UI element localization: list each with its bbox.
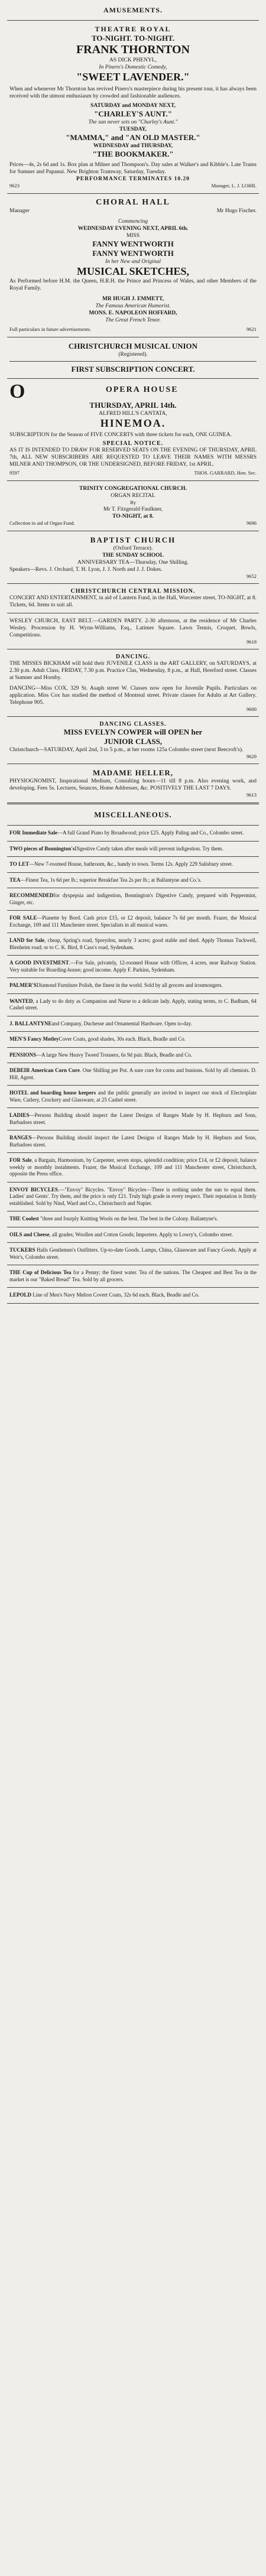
divider (7, 993, 259, 994)
classified-item (7, 936, 259, 952)
mission-body: CONCERT AND ENTERTAINMENT, in aid of Lantern Fund, in the Hall, Worcester street, TO-NIGHT, at 8. Tickets, 6d. Items to suit all. (9, 595, 257, 608)
baptist-title: BAPTIST CHURCH (90, 535, 176, 544)
theatre-play: "SWEET LAVENDER." (76, 71, 190, 83)
trinity-footer (9, 520, 257, 527)
classified-text: and the public generally are invited to inspect our stock of Electroplate Ware, Cutlery, Crockery and Glassware, at 25 Cashel street. (9, 1090, 257, 1103)
dancing-bickham: THE MISSES BICKHAM will hold their JUVENILE CLASS in the ART GALLERY, on SATURDAYS, at 2.30 p.m. Adult Class, FRIDAY, 7.30 p.m. Practice Clas, Wednesday, 8 p.m., at Hall, Hereford street. Classes at Sumner and Hornby. (9, 661, 257, 681)
classified-item (7, 1291, 259, 1300)
choral-emmett-desc: The Famous American Humorist. (95, 303, 171, 309)
classified-lead: LAND for Sale (9, 937, 45, 943)
opera-cantata: ALFRED HILL'S CANTATA, (99, 411, 167, 417)
classified-item (7, 1185, 259, 1209)
classified-text: —A full Grand Piano by Broadwood; price £25. Apply Paling and Co., Colombo street. (57, 830, 244, 836)
divider (7, 1107, 259, 1108)
classified-item (7, 1051, 259, 1060)
opera-footer (9, 470, 257, 476)
divider (7, 955, 259, 956)
heller-body: PHYSIOGNOMIST, Inspirational Medium, Consulting hours—11 till 8 p.m. Also evening work, and developing. Fees 5s. Lectures, Seances, Home Addresses, &c. POSITIVELY THE LAST 7 DAYS. (9, 778, 257, 791)
classified-lead: OILS and Cheese (9, 1231, 50, 1237)
theatre-manager: Manager, L. J. LOHR. (211, 183, 257, 189)
choral-date: WEDNESDAY EVENING NEXT, APRIL 6th. (77, 226, 189, 232)
classified-lead: FOR Sale (9, 1157, 32, 1163)
wesley-advert (7, 616, 259, 646)
classified-lead: PALMER'S (9, 982, 37, 988)
dancing-cox: DANCING—Miss COX, 329 St. Asaph street W. Classes now open for Juvenile Pupils. Particulars on application. Miss Cox has studied the method of Montreal street. Private classes for Adults at Art Gallery. Telephone 905. (9, 686, 257, 706)
theatre-play-intro: In Pinero's Domestic Comedy, (99, 64, 167, 70)
baptist-speakers: Speakers—Revs. J. Orchard, T. H. Lyon, J. J. North and J. J. Dokes. (9, 567, 163, 573)
theatre-tonight: TO-NIGHT. TO-NIGHT. (91, 34, 175, 43)
theatre-role: AS DICK PHENYL, (109, 57, 157, 63)
classified-text: .—"Envoy" Bicycles. "Envoy" Bicycles—There is nothing under the sun to equal them. Ladies' and Gents'. Try them, and the price is only £21. Truly high grade in every respect. Their reputation is firmly established. Sold by Nind, Ward and Co., Christchurch and Napier. (9, 1186, 257, 1206)
classified-lead: TEA (9, 876, 21, 883)
classified-item (7, 1019, 259, 1029)
classified-item (7, 860, 259, 869)
classified-lead: ENVOY BICYCLES (9, 1186, 59, 1193)
baptist-ref: 9652 (246, 573, 257, 579)
classified-item (7, 914, 259, 930)
divider (7, 378, 259, 379)
dancing-classes-advert (7, 720, 259, 761)
trinity-advert (7, 484, 259, 528)
misc-heading: MISCELLANEOUS. (94, 810, 172, 819)
choral-hall-advert (7, 197, 259, 334)
divider (7, 1182, 259, 1183)
opera-sec: THOS. GARRARD, Hon. Sec. (194, 470, 257, 476)
classified-text: —Persons Building should inspect the Latest Designs of Ranges Made by H. Hepburn and Sons, Barbadoes street. (9, 1112, 257, 1125)
classified-text: —Pianette by Bord. Cash price £15, or £2 deposit, balance 7s 6d per month. Frazer, the Musical Exchange, 109 and 111 Manchester street. Specialists in all musical wares. (9, 915, 257, 928)
trinity-when: TO-NIGHT, at 8. (112, 514, 154, 519)
classified-text: , a Lady to do duty as Companion and Nurse to a delicate lady. Apply, stating terms, to C. Badham, 64 Cashel street. (9, 998, 257, 1011)
opera-ref: 9597 (9, 470, 20, 476)
classified-item (7, 1230, 259, 1240)
choral-title: CHORAL HALL (96, 198, 170, 207)
newspaper-page (7, 0, 259, 1313)
classified-lead: THE Coolest (9, 1216, 39, 1222)
union-concert: FIRST SUBSCRIPTION CONCERT. (71, 365, 195, 373)
classified-lead: TWO pieces of Bonnington's (9, 845, 75, 852)
divider (7, 583, 259, 584)
divider (7, 1031, 259, 1032)
classified-lead: FOR SALE (9, 915, 37, 921)
choral-ref: 9621 (246, 326, 257, 332)
mission-title: CHRISTCHURCH CENTRAL MISSION. (70, 588, 196, 595)
dancing-classes-head: DANCING CLASSES. (99, 721, 167, 727)
classified-item (7, 1089, 259, 1105)
theatre-wed-thu: WEDNESDAY and THURSDAY, (93, 143, 173, 149)
divider (7, 910, 259, 911)
divider (7, 716, 259, 717)
divider (7, 1303, 259, 1304)
choral-manager-label: Manager (9, 208, 30, 214)
classified-item (7, 844, 259, 854)
trinity-collection: Collection in aid of Organ Fund. (9, 520, 75, 526)
classified-lead: A GOOD INVESTMENT (9, 960, 69, 966)
choral-miss: MISS (126, 233, 140, 239)
classified-text: .—For Sale, privately, 12-roomed House with Offices, 4 acres, near Railway Station. Very suitable for Boarding-house; good income. Apply F. Parkins, Sydenham. (9, 960, 257, 973)
opera-date: THURSDAY, APRIL 14th. (89, 401, 177, 410)
choral-hoffard: MONS. E. NAPOLEON HOFFARD, (89, 310, 177, 316)
theatre-ref: 9623 (9, 183, 20, 189)
classified-item (7, 981, 259, 990)
heller-title: MADAME HELLER, (92, 768, 174, 777)
classified-text: —New 7-roomed House, bathroom, &c., handy to town. Terms 12s. Apply 229 Salisbury street. (29, 861, 233, 867)
heller-advert (7, 767, 259, 799)
divider (7, 1047, 259, 1048)
theatre-performance: PERFORMANCE TERMINATES 10.20 (76, 176, 190, 182)
theatre-charley: "CHARLEY'S AUNT." (94, 109, 172, 118)
classified-lead: RECOMMENDED (9, 892, 54, 898)
opera-house-advert (7, 382, 259, 477)
opera-special: SPECIAL NOTICE. (102, 440, 164, 447)
classified-lead: FOR Immediate Sale (9, 830, 57, 836)
choral-fanny-2: FANNY WENTWORTH (92, 249, 174, 258)
classified-text: —A large New Heavy Tweed Trousers, 6s 9d pair. Black, Beadle and Co. (36, 1051, 193, 1058)
trinity-who: Mr T. Fitzgerald Faulkner, (103, 506, 163, 512)
divider (7, 977, 259, 978)
choral-commencing: Commencing (118, 219, 148, 225)
baptist-sunday: THE SUNDAY SCHOOL (102, 553, 164, 558)
union-registered: (Registered). (118, 352, 148, 358)
classified-text: "three and fourply Knitting Wools on the best. The best in the Colony. Ballantyne's. (38, 1216, 218, 1222)
classified-text: —Finest Tea, 1s 6d per lb.; superior Breakfast Tea 2s per lb.; at Ballantyne and Co.'s. (20, 876, 202, 883)
choral-emmett: MR HUGH J. EMMETT, (102, 296, 164, 302)
trinity-sub: ORGAN RECITAL (111, 493, 155, 499)
theatre-sat-mon: SATURDAY and MONDAY NEXT, (90, 103, 176, 109)
dancing-classes-when: Christchurch—SATURDAY, April 2nd, 3 to 5 p.m., at her rooms 125a Colombo street (next Beecroft's). (9, 747, 244, 753)
divider (7, 803, 259, 804)
classified-lead: LADIES (9, 1112, 30, 1118)
choral-fanny-1: FANNY WENTWORTH (92, 239, 174, 248)
classified-text: , a Bargain, Harmonium, by Carpenter, seven stops, splendid condition; price £14, or £2 deposit, balance weekly or monthly instalments. Frazer, the Musical Exchange, 109 and 111 Manchester street, Christchurch, opposite the Press office. (9, 1157, 257, 1177)
theatre-mamma: "MAMMA," and "AN OLD MASTER." (66, 133, 200, 142)
choral-manager-row (9, 207, 257, 215)
heller-ref: 9613 (246, 792, 257, 798)
dancing-classes-evelyn: MISS EVELYN COWPER will OPEN her (63, 727, 203, 736)
dancing-classes-junior: JUNIOR CLASS, (103, 737, 163, 746)
divider (7, 1085, 259, 1086)
classified-item (7, 829, 259, 838)
dancing-head: DANCING. (115, 654, 151, 660)
trinity-by: By (130, 499, 136, 505)
classified-lead: LEPOLD (9, 1292, 32, 1298)
classified-lead: DEBEIR American Corn Cure (9, 1067, 80, 1073)
baptist-advert (7, 534, 259, 580)
classified-text: Digestive Candy taken after meals will prevent indigestion. Try them. (74, 845, 223, 852)
trinity-title: TRINITY CONGREGATIONAL CHURCH. (79, 486, 187, 492)
divider (7, 1152, 259, 1153)
musical-union-advert (7, 340, 259, 375)
choral-particulars: Full particulars in future advertisements. (9, 326, 92, 332)
dancing-ref: 9600 (246, 706, 257, 712)
choral-footer (9, 326, 257, 333)
central-mission-advert (7, 587, 259, 610)
divider (7, 1130, 259, 1131)
classified-item (7, 1133, 259, 1149)
divider (7, 825, 259, 826)
choral-musical: MUSICAL SKETCHES, (76, 265, 190, 277)
classified-text: , all grades; Woollen and Cotton Goods; Importers. Apply to Lowry's, Colombo street. (49, 1231, 233, 1237)
classified-lead: THE Cup of Delicious Tea (9, 1269, 72, 1275)
wesley-body: WESLEY CHURCH, EAST BELT.—GARDEN PARTY. 2-30 afternoon, at the residence of Mr Charles Wesley. Procession by H. Wynn-Williams, Esq., Latimer Square. Lawn Tennis, Croquet, Bowls, Competitions. (9, 618, 257, 638)
dancing-classes-ref: 9629 (246, 753, 257, 759)
choral-as-performed: As Performed before H.M. the Queen, H.R.H. the Prince and Princess of Wales, and other Members of the Royal Family. (9, 278, 257, 291)
divider (7, 872, 259, 873)
classified-text: Halls Gentlemen's Outfitters. Up-to-date Goods. Lamps, China, Glassware and Fancy Goods. Apply at Weir's, Colombo street. (9, 1247, 257, 1260)
classified-item (7, 1268, 259, 1284)
classified-text: —Persons Building should inspect the Latest Designs of Ranges Made by H. Hepburn and Sons, Barbadoes street. (9, 1135, 257, 1148)
theatre-prices: Prices—4s, 2s 6d and 1s. Box plan at Milner and Thompson's. Day sales at Walker's and Kibble's. Late Trams for Sumner and Papanui. New Brighton Tramway, Saturday, Tuesday. (9, 162, 257, 175)
opera-dropcap: O (9, 381, 25, 402)
classified-text: . One Shilling per Pot. A sure cure for corns and bunions. Sold by all chemists. D. Hill, Agent. (9, 1067, 257, 1080)
divider (7, 193, 259, 194)
opera-title: OPERA HOUSE (105, 385, 179, 394)
divider (7, 1287, 259, 1288)
divider (7, 20, 259, 21)
trinity-ref: 9696 (246, 520, 257, 526)
theatre-bookmaker: "THE BOOKMAKER." (92, 150, 174, 158)
classified-text: for a Penny; the finest water. Tea of the nations. The Cheapest and Best Tea in the market is our "Baked Bread" Tea. Sold by all grocers. (9, 1269, 257, 1282)
classified-lead: HOTEL and boarding house keepers (9, 1090, 96, 1096)
divider (7, 841, 259, 842)
wesley-ref: 9618 (246, 639, 257, 645)
choral-manager-name: Mr Hugo Fischer. (216, 208, 257, 214)
divider (7, 480, 259, 481)
classified-lead: TUCKERS (9, 1247, 35, 1253)
theatre-royal-advert (7, 24, 259, 190)
classified-item (7, 1214, 259, 1224)
misc-list (7, 829, 259, 1304)
divider (7, 1242, 259, 1243)
opera-name: HINEMOA. (100, 417, 166, 429)
classified-text: Diamond Furniture Polish, the finest in the world. Sold by all grocers and ironmongers. (36, 982, 223, 988)
baptist-anniversary: ANNIVERSARY TEA—Thursday, One Shilling. (77, 560, 189, 566)
classified-item (7, 891, 259, 907)
classified-text: Line of Men's Navy Melton Covert Coats, 32s 6d each. Black, Beadle and Co. (31, 1292, 200, 1298)
baptist-sub: (Oxford Terrace). (113, 545, 153, 551)
classified-item (7, 1066, 259, 1082)
classified-lead: WANTED (9, 998, 33, 1004)
classified-text: Cover Coats, good shades, 30s each. Black, Beadle and Co. (59, 1036, 186, 1042)
classified-item (7, 1035, 259, 1044)
classified-item (7, 997, 259, 1013)
classified-item (7, 1156, 259, 1179)
classified-text: , cheap, Spring's road, Spreydon, nearly 3 acres; good stable and shed. Apply Thomas Tuckwell, Blenheim road; or to C. K. Bird, 8 Cass's road, Sydenham. (9, 937, 257, 950)
theatre-sun: The sun never sets on "Charley's Aunt." (88, 119, 178, 125)
classified-item (7, 959, 259, 974)
classified-lead: RANGES (9, 1135, 32, 1141)
classified-item (7, 1111, 259, 1127)
classified-lead: PENSIONS (9, 1051, 37, 1058)
theatre-tuesday: TUESDAY, (119, 126, 147, 132)
divider (7, 856, 259, 857)
classified-text: and Company, Duchesse and Ornamental Hardware. Open to-day. (51, 1020, 192, 1026)
classified-lead: MEN'S Fancy Motley (9, 1036, 59, 1042)
theatre-name: THEATRE ROYAL (95, 25, 171, 33)
dancing-advert (7, 652, 259, 713)
amusements-heading: AMUSEMENTS. (103, 6, 163, 14)
divider (9, 361, 257, 362)
theatre-body: When and whenever Mr Thornton has revived Pinero's masterpiece during his present tour, it has always been received with the utmost enthusiasm by crowded and fashionable audiences. (9, 86, 257, 99)
classified-item (7, 876, 259, 885)
opera-subscription: SUBSCRIPTION for the Season of FIVE CONCERTS with three tickets for each, ONE GUINEA. (9, 432, 232, 438)
classified-lead: TO LET (9, 861, 30, 867)
classified-lead: J. BALLANTYNE (9, 1020, 52, 1026)
theatre-footer (9, 183, 257, 189)
classified-item (7, 1246, 259, 1262)
choral-hoffard-desc: The Great French Tenor. (105, 317, 161, 323)
theatre-actor: FRANK THORNTON (76, 43, 190, 56)
union-title: CHRISTCHURCH MUSICAL UNION (68, 342, 198, 350)
opera-notice: AS IT IS INTENDED TO DRAW FOR RESERVED SEATS ON THE EVENING OF THURSDAY, APRIL 7th, ALL NEW SUBSCRIBERS ARE REQUESTED TO LEAVE THEIR NAMES WITH MESSRS MILNER AND THOMPSON, OR THE UNDERSIGNED, BEFORE FRIDAY, 1st APRIL. (9, 447, 257, 467)
choral-new-original: In her New and Original (105, 259, 161, 265)
classified-text: for dyspepsia and indigestion, Bonnington's Digestive Candy, prepared with Peppermint, Ginger, etc. (9, 892, 257, 905)
